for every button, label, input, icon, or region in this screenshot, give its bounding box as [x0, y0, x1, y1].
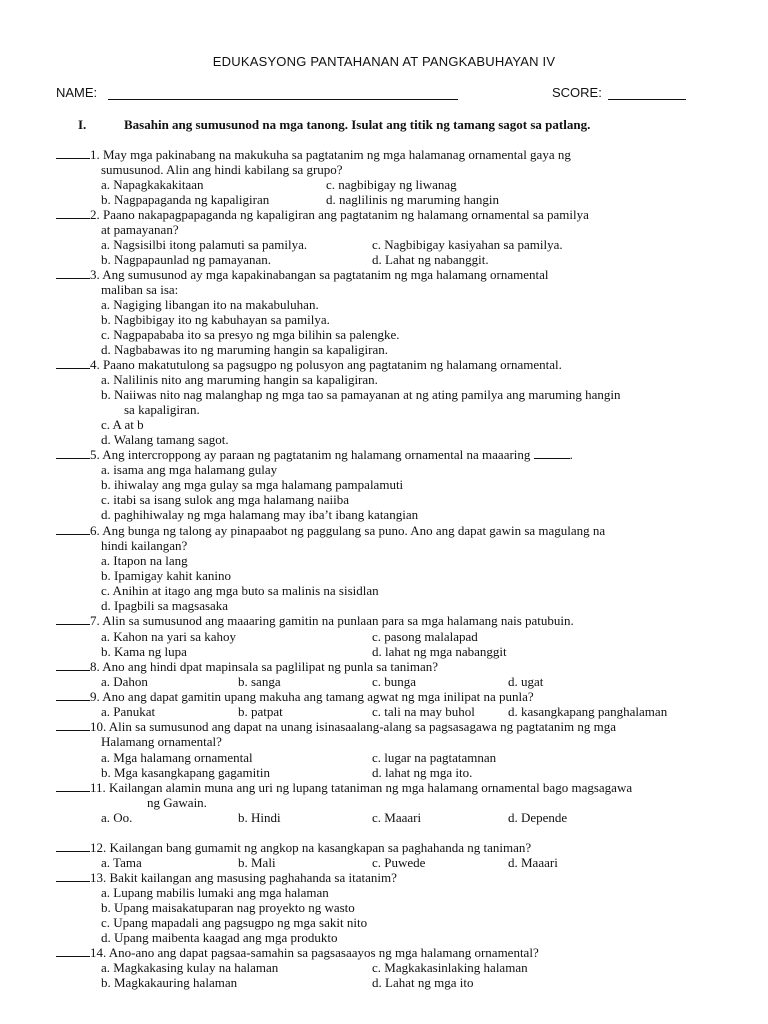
answer-blank: [56, 659, 90, 671]
question-text: 4. Paano makatutulong sa pagsugpo ng polusyon ang pagtatanim ng halamang ornamental.: [90, 357, 562, 372]
question-text-cont: sumusunod. Alin ang hindi kabilang sa grupo?: [101, 162, 343, 177]
option: c. pasong malalapad: [372, 629, 478, 644]
option: c. Anihin at itago ang mga buto sa malinis na sisidlan: [101, 583, 379, 598]
option: a. Oo.: [101, 810, 133, 825]
answer-blank: [56, 780, 90, 792]
answer-blank: [56, 357, 90, 369]
option: a. Dahon: [101, 674, 148, 689]
option: d. Lahat ng nabanggit.: [372, 252, 489, 267]
question-text: 12. Kailangan bang gumamit ng angkop na kasangkapan sa paghahanda ng taniman?: [90, 840, 532, 855]
question-text: 7. Alin sa sumusunod ang maaaring gamitin na punlaan para sa mga halamang nais patubuin.: [90, 613, 574, 628]
answer-blank: [56, 840, 90, 852]
answer-blank: [56, 719, 90, 731]
question-text: 14. Ano-ano ang dapat pagsaa-samahin sa pagsasaayos ng mga halamang ornamental?: [90, 945, 539, 960]
question-text: 8. Ano ang hindi dpat mapinsala sa paglilipat ng punla sa taniman?: [90, 659, 439, 674]
answer-blank: [56, 523, 90, 535]
question-text: 13. Bakit kailangan ang masusing paghahanda sa itatanim?: [90, 870, 397, 885]
option: c. Puwede: [372, 855, 426, 870]
option: a. Lupang mabilis lumaki ang mga halaman: [101, 885, 329, 900]
option: c. Maaari: [372, 810, 422, 825]
worksheet-title: EDUKASYONG PANTAHANAN AT PANGKABUHAYAN IV: [212, 54, 556, 69]
inline-blank: [534, 447, 570, 459]
option: b. sanga: [238, 674, 281, 689]
question-10: [56, 719, 616, 734]
question-11: [56, 780, 632, 795]
option: b. Magkakauring halaman: [101, 975, 238, 990]
answer-blank: [56, 613, 90, 625]
option: b. Nagpapaunlad ng pamayanan.: [101, 252, 272, 267]
option: b. Hindi: [238, 810, 281, 825]
question-text: 11. Kailangan alamin muna ang uri ng lupang tataniman ng mga halamang ornamental bago magsagawa: [90, 780, 633, 795]
question-5: 5. Ang intercroppong ay paraan ng pagtatanim ng halamang ornamental na maaaring .: [56, 447, 573, 462]
instruction-text: Basahin ang sumusunod na mga tanong. Isulat ang titik ng tamang sagot sa patlang.: [124, 117, 591, 132]
option: d. Ipagbili sa magsasaka: [101, 598, 229, 613]
option: b. Upang maisakatuparan nag proyekto ng wasto: [101, 900, 355, 915]
question-text-cont: maliban sa isa:: [101, 282, 179, 297]
option: a. Kahon na yari sa kahoy: [101, 629, 237, 644]
question-9: [56, 689, 534, 704]
answer-blank: [56, 447, 90, 459]
answer-blank: [56, 207, 90, 219]
option: d. Nagbabawas ito ng maruming hangin sa kapaligiran.: [101, 342, 389, 357]
answer-blank: [56, 267, 90, 279]
option: c. itabi sa isang sulok ang mga halamang naiiba: [101, 492, 350, 507]
option: c. nagbibigay ng liwanag: [326, 177, 457, 192]
question-text: 2. Paano nakapagpapaganda ng kapaligiran ang pagtatanim ng halamang ornamental sa pamilya: [90, 207, 589, 222]
answer-blank: [56, 689, 90, 701]
question-1: [56, 147, 571, 162]
question-text-cont: hindi kailangan?: [101, 538, 188, 553]
option: d. Maaari: [508, 855, 558, 870]
question-7: [56, 613, 574, 628]
question-text: 1. May mga pakinabang na makukuha sa pagtatanim ng mga halamanag ornamental gaya ng: [90, 147, 571, 162]
option: a. Magkakasing kulay na halaman: [101, 960, 279, 975]
question-14: [56, 945, 539, 960]
option: a. isama ang mga halamang gulay: [101, 462, 278, 477]
option: b. ihiwalay ang mga gulay sa mga halamang pampalamuti: [101, 477, 404, 492]
option: a. Napagkakakitaan: [101, 177, 204, 192]
score-label: SCORE:: [552, 85, 602, 100]
option: a. Mga halamang ornamental: [101, 750, 253, 765]
answer-blank: [56, 945, 90, 957]
question-6: [56, 523, 605, 538]
option: c. A at b: [101, 417, 144, 432]
question-text: 3. Ang sumusunod ay mga kapakinabangan sa pagtatanim ng mga halamang ornamental: [90, 267, 549, 282]
name-line: [108, 99, 458, 100]
option: b. Mali: [238, 855, 276, 870]
option: c. lugar na pagtatamnan: [372, 750, 497, 765]
score-line: [608, 99, 686, 100]
instruction-number: I.: [78, 117, 87, 132]
option: d. Lahat ng mga ito: [372, 975, 474, 990]
option: c. Upang mapadali ang pagsugpo ng mga sakit nito: [101, 915, 368, 930]
question-text-cont: ng Gawain.: [147, 795, 207, 810]
option: a. Panukat: [101, 704, 156, 719]
option: a. Nagiging libangan ito na makabuluhan.: [101, 297, 319, 312]
option: d. Walang tamang sagot.: [101, 432, 229, 447]
question-text-cont: at pamayanan?: [101, 222, 179, 237]
option: c. tali na may buhol: [372, 704, 475, 719]
option: c. Nagbibigay kasiyahan sa pamilya.: [372, 237, 563, 252]
option: a. Tama: [101, 855, 142, 870]
name-label: NAME:: [56, 85, 98, 100]
option: b. Nagpapaganda ng kapaligiran: [101, 192, 270, 207]
option: c. Nagpapababa ito sa presyo ng mga bilihin sa palengke.: [101, 327, 400, 342]
option: d. Depende: [508, 810, 568, 825]
option: b. Mga kasangkapang gagamitin: [101, 765, 270, 780]
option: d. paghihiwalay ng mga halamang may iba’t ibang katangian: [101, 507, 419, 522]
question-text-cont: Halamang ornamental?: [101, 734, 222, 749]
question-4: [56, 357, 562, 372]
question-3: [56, 267, 549, 282]
option: d. lahat ng mga ito.: [372, 765, 473, 780]
question-8: [56, 659, 438, 674]
option-cont: sa kapaligiran.: [124, 402, 200, 417]
question-text: 6. Ang bunga ng talong ay pinapaabot ng paggulang sa puno. Ano ang dapat gawin sa magulang na: [90, 523, 606, 538]
option: d. naglilinis ng maruming hangin: [326, 192, 499, 207]
question-12: [56, 840, 531, 855]
option: d. kasangkapang panghalaman: [508, 704, 668, 719]
question-text: 5. Ang intercroppong ay paraan ng pagtatanim ng halamang ornamental na maaaring: [90, 447, 531, 462]
option: d. ugat: [508, 674, 544, 689]
name-score-row: [56, 85, 696, 103]
option: d. lahat ng mga nabanggit: [372, 644, 507, 659]
answer-blank: [56, 147, 90, 159]
option: b. Nagbibigay ito ng kabuhayan sa pamilya.: [101, 312, 330, 327]
option: d. Upang maibenta kaagad ang mga produkto: [101, 930, 338, 945]
option: b. Naiiwas nito nag malanghap ng mga tao sa pamayanan at ng ating pamilya ang maruming hangin: [101, 387, 621, 402]
question-2: [56, 207, 589, 222]
option: b. Kama ng lupa: [101, 644, 187, 659]
option: c. bunga: [372, 674, 417, 689]
question-text: 10. Alin sa sumusunod ang dapat na unang isinasaalang-alang sa pagsasagawa ng pagtatanim ng mga: [90, 719, 617, 734]
option: a. Nagsisilbi itong palamuti sa pamilya.: [101, 237, 308, 252]
answer-blank: [56, 870, 90, 882]
option: a. Nalilinis nito ang maruming hangin sa kapaligiran.: [101, 372, 378, 387]
option: b. Ipamigay kahit kanino: [101, 568, 231, 583]
option: c. Magkakasinlaking halaman: [372, 960, 528, 975]
option: a. Itapon na lang: [101, 553, 188, 568]
option: b. patpat: [238, 704, 283, 719]
question-13: [56, 870, 397, 885]
question-text: 9. Ano ang dapat gamitin upang makuha ang tamang agwat ng mga inilipat na punla?: [90, 689, 534, 704]
